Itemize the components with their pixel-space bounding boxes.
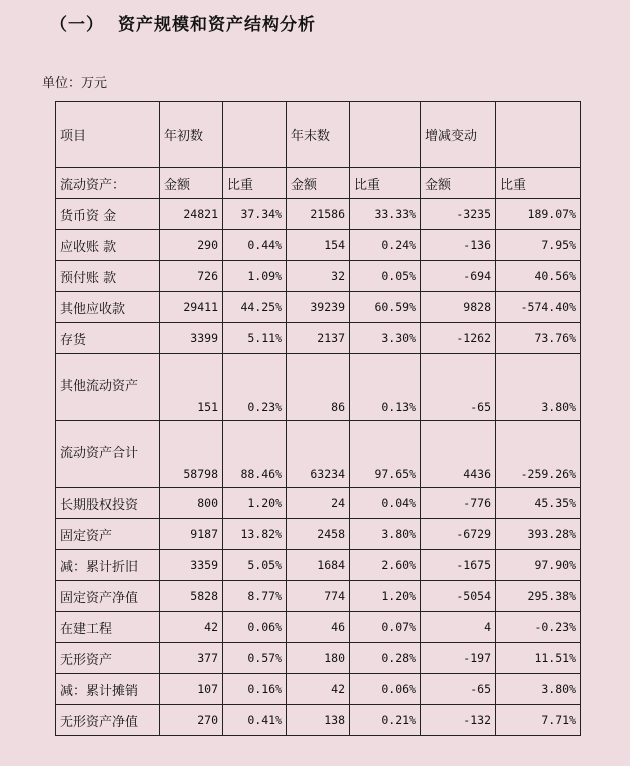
table-row (56, 674, 581, 705)
begin-ratio: 88.46% (223, 421, 287, 488)
change-ratio: -259.26% (496, 421, 581, 488)
begin-ratio: 0.41% (223, 705, 287, 736)
end-ratio: 2.60% (350, 550, 421, 581)
unit-label: 单位：万元 (42, 76, 108, 91)
end-amount: 42 (287, 674, 350, 705)
subheader-ratio-end: 比重 (350, 168, 421, 199)
begin-amount: 290 (160, 230, 223, 261)
change-amount: 4 (421, 612, 496, 643)
begin-ratio: 13.82% (223, 519, 287, 550)
end-amount: 39239 (287, 292, 350, 323)
end-amount: 1684 (287, 550, 350, 581)
table-row (56, 199, 581, 230)
header-change: 增减变动 (421, 102, 496, 168)
end-ratio: 1.20% (350, 581, 421, 612)
change-amount: -5054 (421, 581, 496, 612)
table-row (56, 705, 581, 736)
subheader-amount-change: 金额 (421, 168, 496, 199)
change-ratio: 45.35% (496, 488, 581, 519)
table-row (56, 643, 581, 674)
change-ratio: 3.80% (496, 354, 581, 421)
change-amount: -132 (421, 705, 496, 736)
end-ratio: 3.30% (350, 323, 421, 354)
change-amount: -65 (421, 674, 496, 705)
row-item: 长期股权投资 (56, 488, 160, 519)
change-ratio: 295.38% (496, 581, 581, 612)
change-amount: -1675 (421, 550, 496, 581)
change-amount: -3235 (421, 199, 496, 230)
table-row (56, 550, 581, 581)
row-item: 其他应收款 (56, 292, 160, 323)
end-amount: 86 (287, 354, 350, 421)
change-ratio: 7.95% (496, 230, 581, 261)
header-begin: 年初数 (160, 102, 223, 168)
end-amount: 2458 (287, 519, 350, 550)
begin-ratio: 0.16% (223, 674, 287, 705)
end-ratio: 97.65% (350, 421, 421, 488)
end-ratio: 0.28% (350, 643, 421, 674)
end-ratio: 0.21% (350, 705, 421, 736)
section-number: （一） (50, 15, 104, 35)
end-amount: 2137 (287, 323, 350, 354)
change-amount: -136 (421, 230, 496, 261)
begin-ratio: 44.25% (223, 292, 287, 323)
row-item: 其他流动资产 (56, 354, 160, 421)
row-item: 减：累计折旧 (56, 550, 160, 581)
table-row (56, 354, 581, 421)
end-ratio: 60.59% (350, 292, 421, 323)
begin-ratio: 5.11% (223, 323, 287, 354)
end-amount: 32 (287, 261, 350, 292)
end-amount: 180 (287, 643, 350, 674)
end-amount: 63234 (287, 421, 350, 488)
change-ratio: -0.23% (496, 612, 581, 643)
begin-amount: 377 (160, 643, 223, 674)
row-item: 无形资产 (56, 643, 160, 674)
begin-ratio: 0.44% (223, 230, 287, 261)
begin-ratio: 5.05% (223, 550, 287, 581)
row-item: 无形资产净值 (56, 705, 160, 736)
end-amount: 21586 (287, 199, 350, 230)
subheader-label: 流动资产： (56, 168, 160, 199)
subheader-row (56, 168, 581, 199)
change-ratio: 189.07% (496, 199, 581, 230)
begin-amount: 24821 (160, 199, 223, 230)
begin-ratio: 37.34% (223, 199, 287, 230)
subheader-ratio-begin: 比重 (223, 168, 287, 199)
header-row (56, 102, 581, 168)
row-item: 流动资产合计 (56, 421, 160, 488)
begin-amount: 29411 (160, 292, 223, 323)
begin-amount: 726 (160, 261, 223, 292)
begin-amount: 9187 (160, 519, 223, 550)
begin-ratio: 8.77% (223, 581, 287, 612)
change-ratio: 97.90% (496, 550, 581, 581)
row-item: 固定资产 (56, 519, 160, 550)
end-ratio: 0.13% (350, 354, 421, 421)
table-row (56, 519, 581, 550)
end-amount: 138 (287, 705, 350, 736)
table-row (56, 488, 581, 519)
end-amount: 154 (287, 230, 350, 261)
row-item: 应收账 款 (56, 230, 160, 261)
change-amount: -6729 (421, 519, 496, 550)
header-empty-2 (350, 102, 421, 168)
table-row (56, 323, 581, 354)
row-item: 存货 (56, 323, 160, 354)
row-item: 固定资产净值 (56, 581, 160, 612)
change-amount: -1262 (421, 323, 496, 354)
section-title (50, 10, 316, 35)
change-ratio: 73.76% (496, 323, 581, 354)
change-amount: -65 (421, 354, 496, 421)
begin-amount: 58798 (160, 421, 223, 488)
begin-amount: 3359 (160, 550, 223, 581)
table-row (56, 581, 581, 612)
end-ratio: 0.05% (350, 261, 421, 292)
change-amount: 9828 (421, 292, 496, 323)
subheader-ratio-change: 比重 (496, 168, 581, 199)
row-item: 在建工程 (56, 612, 160, 643)
begin-ratio: 1.20% (223, 488, 287, 519)
begin-ratio: 0.23% (223, 354, 287, 421)
end-ratio: 33.33% (350, 199, 421, 230)
end-amount: 46 (287, 612, 350, 643)
begin-ratio: 1.09% (223, 261, 287, 292)
begin-amount: 3399 (160, 323, 223, 354)
table-row (56, 612, 581, 643)
end-ratio: 0.06% (350, 674, 421, 705)
begin-ratio: 0.57% (223, 643, 287, 674)
section-title-text: 资产规模和资产结构分析 (118, 15, 316, 35)
end-amount: 774 (287, 581, 350, 612)
begin-amount: 800 (160, 488, 223, 519)
table-row (56, 230, 581, 261)
begin-amount: 42 (160, 612, 223, 643)
header-empty-1 (223, 102, 287, 168)
begin-ratio: 0.06% (223, 612, 287, 643)
end-ratio: 3.80% (350, 519, 421, 550)
table-row (56, 292, 581, 323)
change-ratio: 40.56% (496, 261, 581, 292)
row-item: 货币资 金 (56, 199, 160, 230)
header-empty-3 (496, 102, 581, 168)
change-amount: -197 (421, 643, 496, 674)
change-amount: -694 (421, 261, 496, 292)
change-ratio: -574.40% (496, 292, 581, 323)
change-ratio: 393.28% (496, 519, 581, 550)
table-row (56, 261, 581, 292)
end-amount: 24 (287, 488, 350, 519)
end-ratio: 0.24% (350, 230, 421, 261)
change-ratio: 7.71% (496, 705, 581, 736)
change-ratio: 11.51% (496, 643, 581, 674)
table-row (56, 421, 581, 488)
header-item: 项目 (56, 102, 160, 168)
change-amount: -776 (421, 488, 496, 519)
begin-amount: 107 (160, 674, 223, 705)
row-item: 预付账 款 (56, 261, 160, 292)
asset-structure-table (55, 101, 581, 736)
end-ratio: 0.07% (350, 612, 421, 643)
begin-amount: 270 (160, 705, 223, 736)
change-amount: 4436 (421, 421, 496, 488)
begin-amount: 151 (160, 354, 223, 421)
begin-amount: 5828 (160, 581, 223, 612)
header-end: 年末数 (287, 102, 350, 168)
change-ratio: 3.80% (496, 674, 581, 705)
subheader-amount-end: 金额 (287, 168, 350, 199)
end-ratio: 0.04% (350, 488, 421, 519)
subheader-amount-begin: 金额 (160, 168, 223, 199)
row-item: 减：累计摊销 (56, 674, 160, 705)
